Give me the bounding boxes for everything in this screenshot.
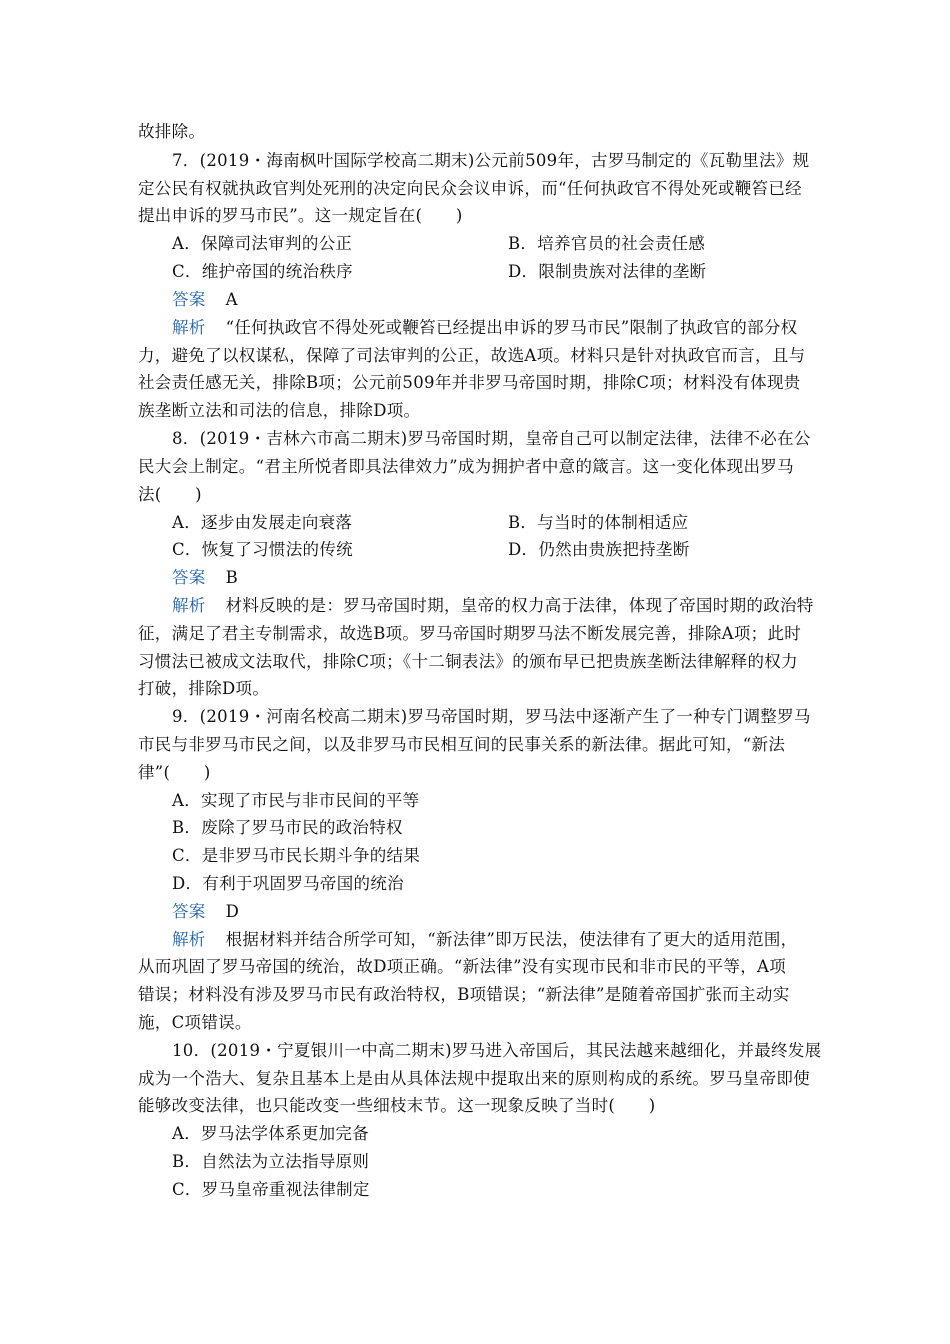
text-line: 故排除。 (138, 122, 206, 141)
option-a: A．实现了市民与非市民间的平等 (172, 791, 420, 810)
text-line: 法( ) (138, 485, 202, 504)
answer-line (172, 902, 852, 922)
text-line: 打破，排除D项。 (138, 679, 270, 698)
option-a: A．保障司法审判的公正 (172, 234, 353, 253)
explanation-text: 根据材料并结合所学可知，“新法律”即万民法，使法律有了更大的适用范围， (225, 930, 798, 949)
answer-line (172, 568, 852, 588)
option-c: C．罗马皇帝重视法律制定 (172, 1180, 370, 1199)
text-line: 民大会上制定。“君主所悦者即具法律效力”成为拥护者中意的箴言。这一变化体现出罗马 (138, 457, 794, 476)
option-c: C．是非罗马市民长期斗争的结果 (172, 846, 421, 865)
text-line: 错误；材料没有涉及罗马市民有政治特权，B项错误；“新法律”是随着帝国扩张而主动实 (138, 985, 790, 1004)
explanation-line (172, 318, 852, 338)
option-b: B．与当时的体制相适应 (508, 513, 689, 532)
text-line: 征，满足了君主专制需求，故选B项。罗马帝国时期罗马法不断发展完善，排除A项；此时 (138, 624, 802, 643)
text-line: 律”( ) (138, 763, 211, 782)
question-9-stem: 9．(2019・河南名校高二期末)罗马帝国时期，罗马法中逐渐产生了一种专门调整罗马 (172, 707, 811, 726)
text-line: 市民与非罗马市民之间，以及非罗马市民相互间的民事关系的新法律。据此可知，“新法 (138, 735, 786, 754)
option-d: D．仍然由贵族把持垄断 (508, 540, 690, 559)
text-line: 能够改变法律，也只能改变一些细枝末节。这一现象反映了当时( ) (138, 1096, 656, 1115)
question-8-stem: 8．(2019・吉林六市高二期末)罗马帝国时期，皇帝自己可以制定法律，法律不必在公 (172, 429, 811, 448)
text-line: 施，C项错误。 (138, 1013, 252, 1032)
option-a: A．罗马法学体系更加完备 (172, 1124, 370, 1143)
answer-label: 答案 (172, 902, 206, 921)
option-b: B．废除了罗马市民的政治特权 (172, 818, 403, 837)
answer-value: D (225, 902, 240, 921)
explanation-label: 解析 (172, 596, 206, 615)
text-line: 社会责任感无关，排除B项；公元前509年并非罗马帝国时期，排除C项；材料没有体现贵 (138, 373, 801, 392)
explanation-line (172, 596, 852, 616)
text-line: 成为一个浩大、复杂且基本上是由从具体法规中提取出来的原则构成的系统。罗马皇帝即使 (138, 1069, 810, 1088)
option-c: C．恢复了习惯法的传统 (172, 540, 353, 559)
answer-value: A (225, 290, 238, 309)
explanation-label: 解析 (172, 930, 206, 949)
text-line: 定公民有权就执政官判处死刑的决定向民众会议申诉，而“任何执政官不得处死或鞭笞已经 (138, 179, 802, 198)
text-line: 提出申诉的罗马市民”。这一规定旨在( ) (138, 206, 463, 225)
question-7-stem: 7．(2019・海南枫叶国际学校高二期末)公元前509年，古罗马制定的《瓦勒里法》规 (172, 151, 810, 170)
explanation-line (172, 930, 852, 950)
option-b: B．自然法为立法指导原则 (172, 1152, 370, 1171)
explanation-label: 解析 (172, 318, 206, 337)
explanation-text: “任何执政官不得处死或鞭笞已经提出申诉的罗马市民”限制了执政官的部分权 (225, 318, 798, 337)
question-10-stem: 10．(2019・宁夏银川一中高二期末)罗马进入帝国后，其民法越来越细化，并最终发展 (172, 1041, 822, 1060)
option-d: D．有利于巩固罗马帝国的统治 (172, 874, 404, 893)
answer-line (172, 290, 852, 310)
option-d: D．限制贵族对法律的垄断 (508, 262, 707, 281)
answer-label: 答案 (172, 290, 206, 309)
text-line: 习惯法已被成文法取代，排除C项；《十二铜表法》的颁布早已把贵族垄断法律解释的权力 (138, 652, 798, 671)
explanation-text: 材料反映的是：罗马帝国时期，皇帝的权力高于法律，体现了帝国时期的政治特 (225, 596, 814, 615)
option-a: A．逐步由发展走向衰落 (172, 513, 353, 532)
text-line: 族垄断立法和司法的信息，排除D项。 (138, 401, 421, 420)
text-line: 从而巩固了罗马帝国的统治，故D项正确。“新法律”没有实现市民和非市民的平等，A项 (138, 957, 787, 976)
option-b: B．培养官员的社会责任感 (508, 234, 706, 253)
answer-label: 答案 (172, 568, 206, 587)
option-c: C．维护帝国的统治秩序 (172, 262, 353, 281)
answer-value: B (225, 568, 239, 587)
text-line: 力，避免了以权谋私，保障了司法审判的公正，故选A项。材料只是针对执政官而言，且与 (138, 346, 806, 365)
